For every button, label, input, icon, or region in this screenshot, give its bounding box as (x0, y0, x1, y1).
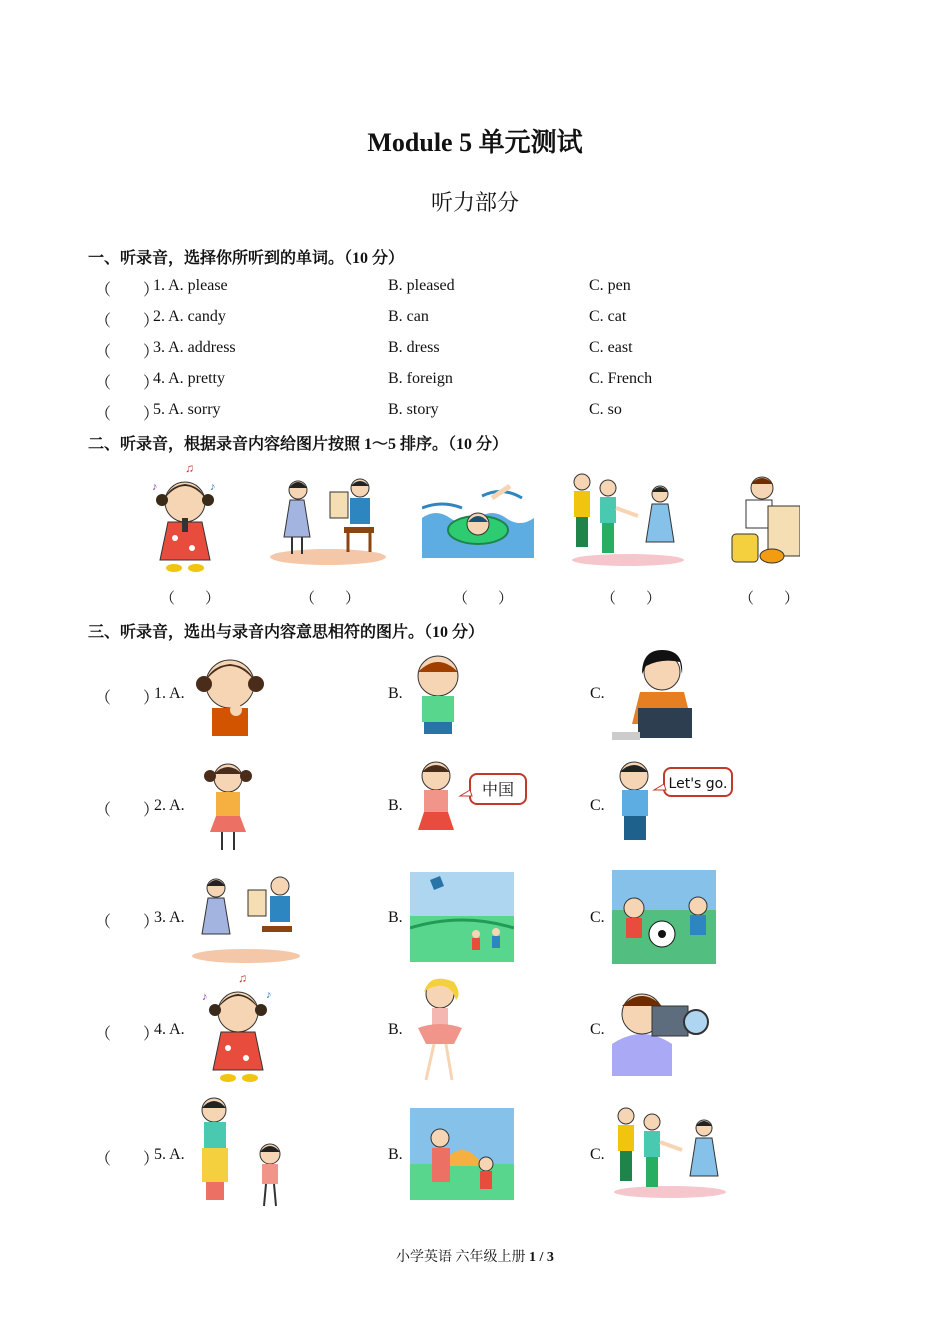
answer-blank[interactable]: （ ） (95, 375, 160, 392)
section2-heading: 二、听录音，根据录音内容给图片按照 1～5 排序。（10 分） (88, 436, 509, 453)
page-title: Module 5 单元测试 (367, 128, 583, 157)
option-a-label: 3. A. (154, 909, 185, 926)
option-c-label: C. (590, 685, 605, 702)
list-item (95, 339, 855, 363)
option-b: B. foreign (388, 370, 453, 387)
option-a: 3. A. address (153, 339, 236, 356)
option-c: C. east (589, 339, 633, 356)
handshake-illustration[interactable] (612, 1106, 728, 1198)
svg-text:♪: ♪ (210, 481, 216, 493)
option-b: B. dress (388, 339, 440, 356)
section3-heading: 三、听录音，选出与录音内容意思相符的图片。（10 分） (88, 624, 485, 641)
boy-speech-bubble-lets-go-illustration[interactable] (612, 756, 736, 856)
svg-text:♪: ♪ (202, 991, 208, 1003)
speech-bubble-text: Let's go. (668, 776, 728, 792)
option-a-label: 2. A. (154, 797, 185, 814)
speech-bubble-text: 中国 (481, 780, 515, 799)
order-blank[interactable]: （ ） (300, 591, 361, 607)
girl-speech-bubble-china-illustration[interactable] (410, 756, 530, 856)
option-b-label: B. (388, 909, 403, 926)
writing-boy-illustration (728, 472, 800, 567)
list-item (95, 370, 855, 394)
option-b-label: B. (388, 1146, 403, 1163)
playing-football-illustration[interactable] (612, 870, 716, 964)
option-b: B. can (388, 308, 429, 325)
thinking-boy-illustration[interactable] (410, 652, 466, 736)
painting-portrait-illustration (268, 472, 388, 567)
list-item (95, 277, 855, 301)
option-a: 4. A. pretty (153, 370, 225, 387)
page-number: 1 / 3 (529, 1250, 554, 1265)
option-a: 5. A. sorry (153, 401, 221, 418)
option-c-label: C. (590, 909, 605, 926)
answer-blank[interactable]: （ ） (95, 802, 160, 819)
answer-blank[interactable]: （ ） (95, 914, 160, 931)
option-c: C. so (589, 401, 622, 418)
option-a: 1. A. please (153, 277, 228, 294)
option-c-label: C. (590, 1021, 605, 1038)
svg-text:♪: ♪ (152, 481, 158, 493)
thinking-girl-illustration[interactable] (190, 650, 270, 738)
list-item (95, 401, 855, 425)
video-camera-man-illustration[interactable] (612, 984, 714, 1076)
option-c-label: C. (590, 1146, 605, 1163)
option-a-label: 5. A. (154, 1146, 185, 1163)
pointing-girl-illustration[interactable] (196, 760, 260, 854)
option-b-label: B. (388, 685, 403, 702)
answer-blank[interactable]: （ ） (95, 1026, 160, 1043)
dancing-girl-illustration[interactable] (410, 974, 468, 1084)
option-c: C. French (589, 370, 653, 387)
painting-portrait-illustration[interactable] (190, 872, 302, 964)
footer-text: 小学英语 六年级上册 (396, 1250, 526, 1265)
woman-at-computer-illustration[interactable] (612, 644, 702, 742)
order-blank[interactable]: （ ） (601, 591, 662, 607)
swimming-boy-illustration (422, 478, 534, 563)
option-a-label: 4. A. (154, 1021, 185, 1038)
answer-blank[interactable]: （ ） (95, 1151, 160, 1168)
order-blank[interactable]: （ ） (160, 591, 221, 607)
section-subtitle: 听力部分 (430, 190, 519, 215)
option-b-label: B. (388, 1021, 403, 1038)
svg-text:♫: ♫ (185, 461, 194, 475)
answer-blank[interactable]: （ ） (95, 282, 160, 299)
handshake-illustration (568, 472, 686, 567)
option-c: C. cat (589, 308, 627, 325)
singing-girl-illustration[interactable] (192, 970, 284, 1086)
option-b: B. story (388, 401, 439, 418)
section1-heading: 一、听录音，选择你所听到的单词。（10 分） (88, 250, 405, 267)
singing-girl-illustration (140, 460, 230, 575)
option-b: B. pleased (388, 277, 455, 294)
kite-flying-field-illustration[interactable] (410, 872, 514, 962)
order-blank[interactable]: （ ） (739, 591, 800, 607)
option-a: 2. A. candy (153, 308, 226, 325)
order-blank[interactable]: （ ） (453, 591, 514, 607)
answer-blank[interactable]: （ ） (95, 313, 160, 330)
park-scene-illustration[interactable] (410, 1108, 514, 1200)
option-c-label: C. (590, 797, 605, 814)
svg-text:♫: ♫ (238, 971, 247, 985)
option-a-label: 1. A. (154, 685, 185, 702)
answer-blank[interactable]: （ ） (95, 344, 160, 361)
option-b-label: B. (388, 797, 403, 814)
page-footer (0, 1246, 950, 1266)
list-item (95, 308, 855, 332)
mother-and-child-illustration[interactable] (192, 1094, 292, 1214)
option-c: C. pen (589, 277, 631, 294)
svg-text:♪: ♪ (266, 989, 272, 1001)
answer-blank[interactable]: （ ） (95, 690, 160, 707)
answer-blank[interactable]: （ ） (95, 406, 160, 423)
